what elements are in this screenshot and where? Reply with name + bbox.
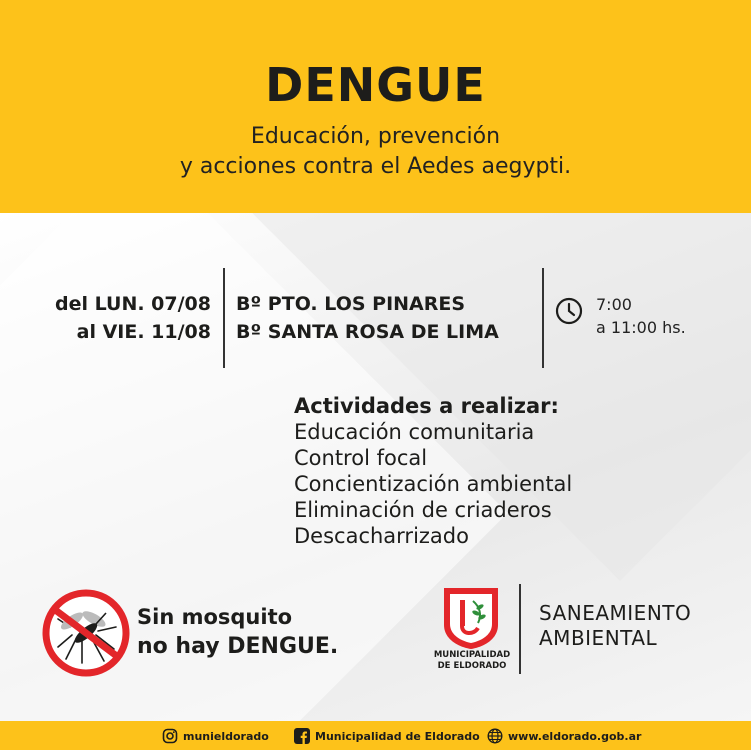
subtitle-line-2: y acciones contra el Aedes aegypti. (179, 154, 572, 179)
footer-bar (0, 721, 751, 750)
instagram-link[interactable] (162, 726, 269, 746)
no-mosquito-icon (42, 589, 130, 677)
page-subtitle (0, 122, 751, 182)
municipality-line-1: MUNICIPALIDAD (433, 650, 511, 660)
facebook-page: Municipalidad de Eldorado (315, 729, 480, 743)
activity-item: Eliminación de criaderos (294, 498, 552, 522)
department-line-1: SANEAMIENTO (539, 601, 692, 625)
activity-item: Educación comunitaria (294, 420, 535, 444)
slogan (137, 602, 338, 662)
date-line-2: al VIE. 11/08 (76, 321, 211, 343)
divider (519, 584, 521, 674)
department-name (539, 601, 691, 651)
website-url: www.eldorado.gob.ar (508, 729, 642, 743)
facebook-icon (294, 728, 310, 744)
activity-item: Concientización ambiental (294, 472, 573, 496)
divider (542, 268, 544, 368)
date-line-1: del LUN. 07/08 (54, 293, 211, 315)
municipality-line-2: DE ELDORADO (437, 661, 507, 671)
facebook-link[interactable] (294, 726, 480, 746)
website-link[interactable] (487, 726, 641, 746)
globe-icon (487, 728, 503, 744)
slogan-line-2: no hay DENGUE. (137, 634, 339, 659)
neighborhoods (236, 290, 499, 346)
clock-icon (555, 297, 583, 325)
municipality-shield-logo (440, 585, 502, 651)
time-line-1: 7:00 (596, 295, 632, 314)
header-banner (0, 0, 751, 213)
time-line-2: a 11:00 hs. (596, 318, 686, 337)
department-line-2: AMBIENTAL (539, 626, 658, 650)
activities-list (294, 393, 572, 549)
place-line-1: Bº PTO. LOS PINARES (236, 293, 466, 315)
place-line-2: Bº SANTA ROSA DE LIMA (236, 321, 499, 343)
slogan-line-1: Sin mosquito (137, 605, 293, 629)
municipality-name (425, 650, 519, 672)
page-title: DENGUE (265, 58, 486, 112)
activities-heading: Actividades a realizar: (294, 394, 559, 418)
instagram-icon (162, 728, 178, 744)
activity-item: Control focal (294, 446, 428, 470)
time-range (596, 293, 686, 339)
divider (223, 268, 225, 368)
instagram-handle: munieldorado (183, 729, 269, 743)
activity-item: Descacharrizado (294, 524, 469, 548)
date-range (55, 290, 211, 346)
subtitle-line-1: Educación, prevención (250, 124, 501, 149)
